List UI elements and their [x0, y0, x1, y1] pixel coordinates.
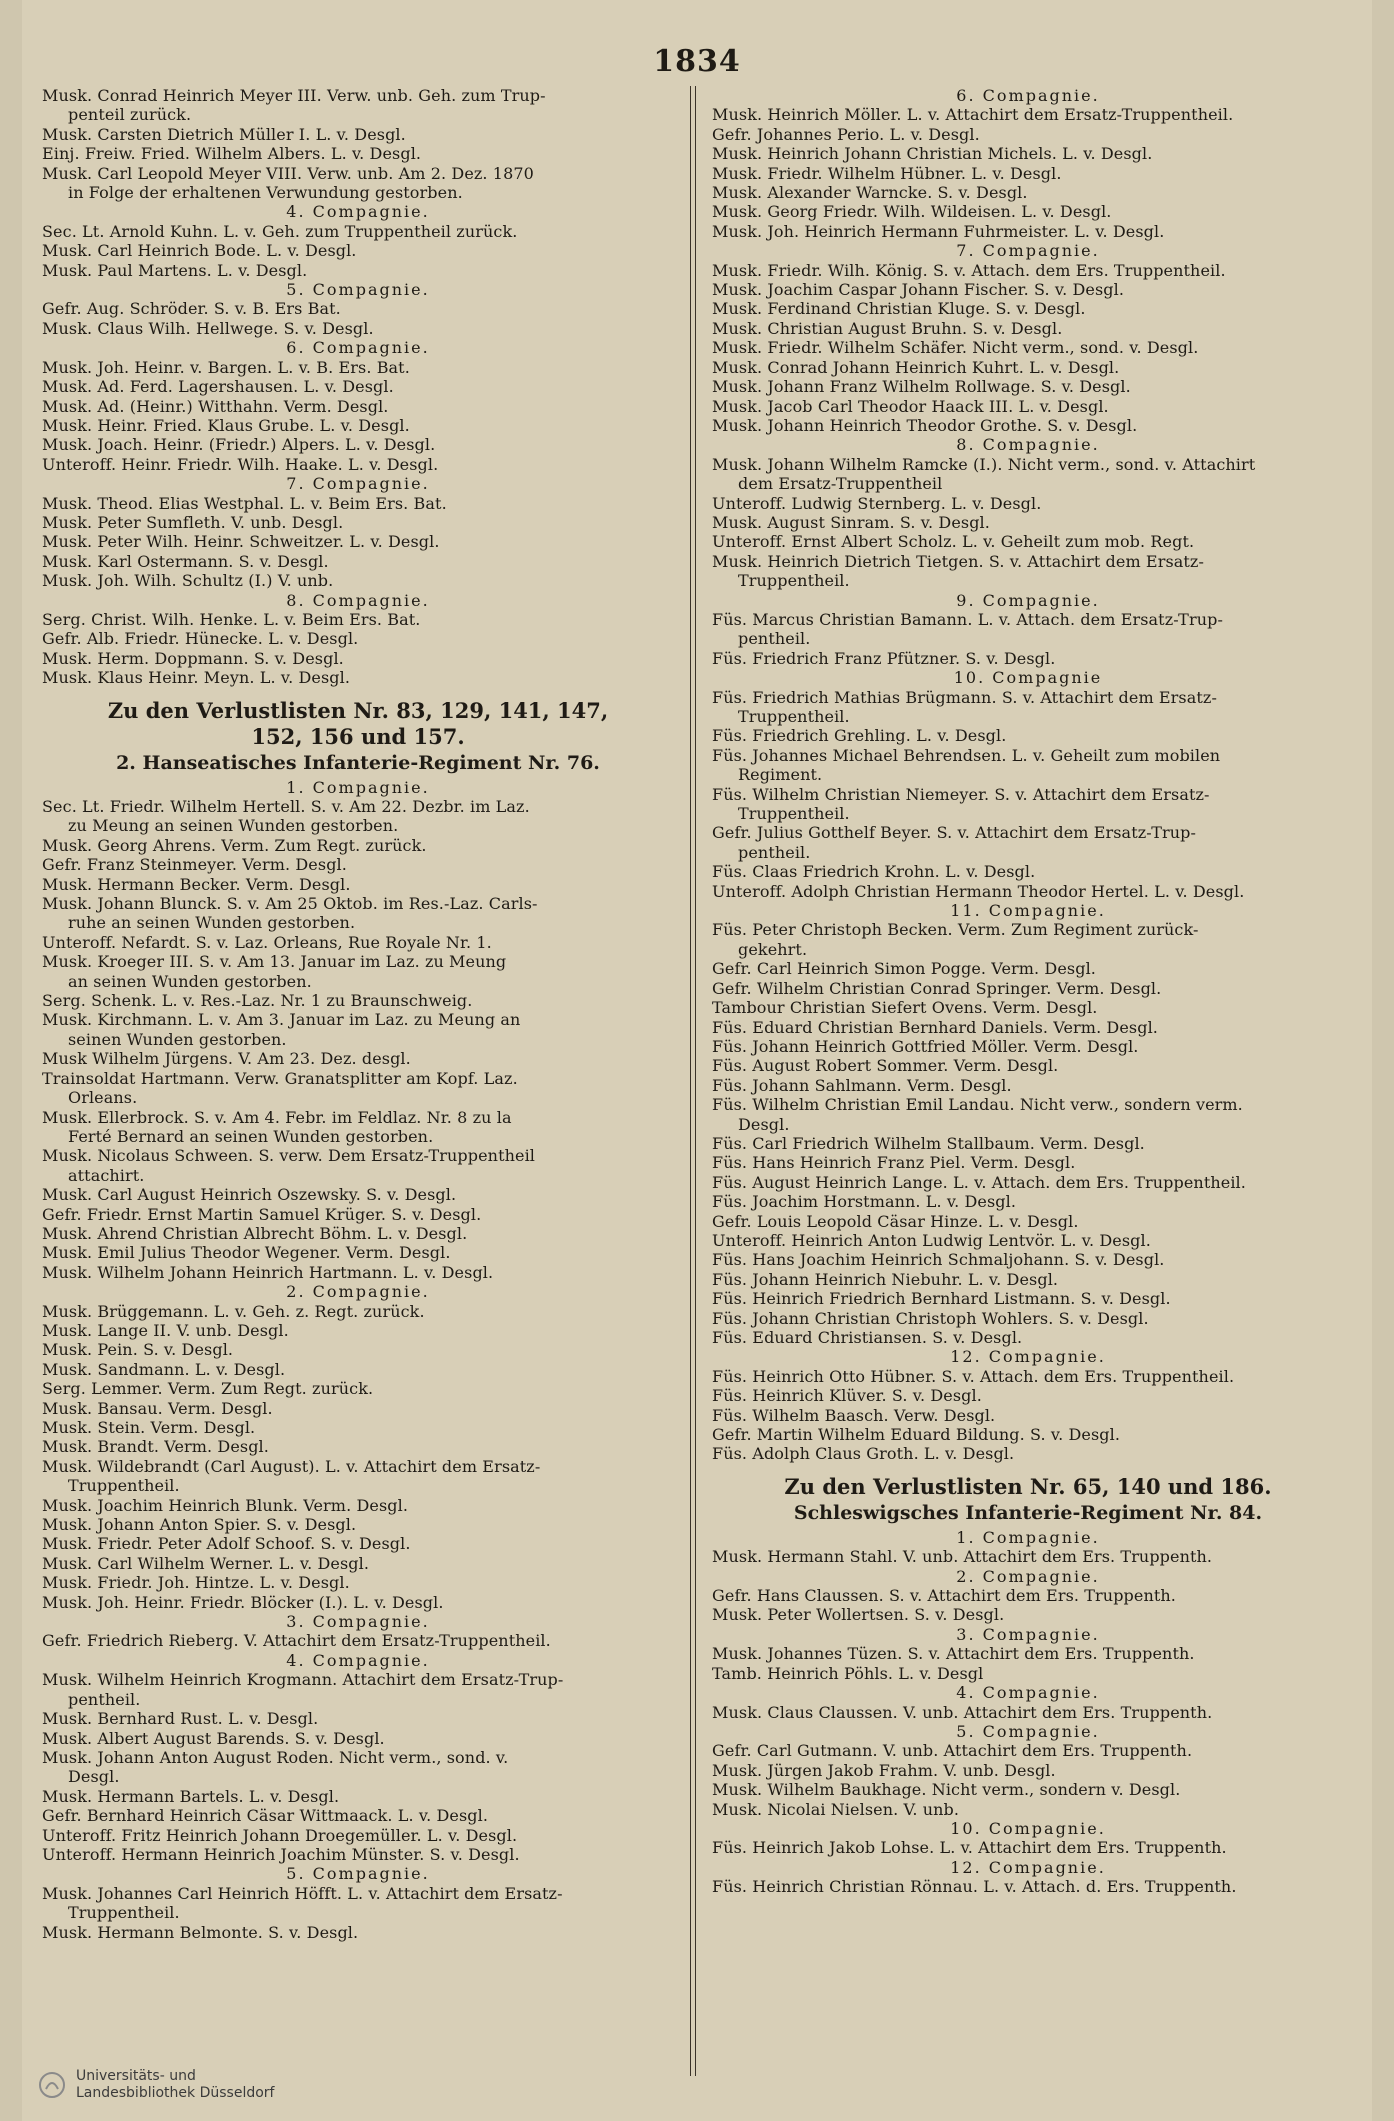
company-heading: 6. Compagnie. [956, 86, 1100, 105]
casualty-entry: Füs. Heinrich Friedrich Bernhard Listmann. S. v. Desgl. [712, 1289, 1171, 1309]
casualty-entry: Musk. August Sinram. S. v. Desgl. [712, 512, 990, 532]
casualty-entry: Musk. Carl Wilhelm Werner. L. v. Desgl. [42, 1553, 370, 1573]
entry-continuation: in Folge der erhaltenen Verwundung gestorben. [68, 183, 463, 203]
casualty-entry: Füs. Hans Heinrich Franz Piel. Verm. Desgl. [712, 1153, 1076, 1173]
casualty-entry: Serg. Schenk. L. v. Res.-Laz. Nr. 1 zu Braunschweig. [42, 991, 473, 1011]
casualty-entry: Musk. Peter Wollertsen. S. v. Desgl. [712, 1605, 1005, 1625]
casualty-entry: Gefr. Hans Claussen. S. v. Attachirt dem Ers. Truppenth. [712, 1586, 1176, 1606]
entry-continuation: pentheil. [738, 629, 811, 649]
casualty-entry: Musk. Joach. Heinr. (Friedr.) Alpers. L. v. Desgl. [42, 435, 436, 455]
casualty-entry: Füs. Johann Heinrich Niebuhr. L. v. Desgl. [712, 1269, 1059, 1289]
casualty-entry: Musk. Carl Heinrich Bode. L. v. Desgl. [42, 241, 357, 261]
entry-continuation: Ferté Bernard an seinen Wunden gestorben. [68, 1126, 434, 1146]
casualty-entry: Musk. Karl Ostermann. S. v. Desgl. [42, 551, 329, 571]
casualty-entry: Musk. Brüggemann. L. v. Geh. z. Regt. zurück. [42, 1301, 425, 1321]
casualty-entry: Musk. Johannes Carl Heinrich Höfft. L. v. Attachirt dem Ersatz- [42, 1883, 563, 1903]
company-heading: 2. Compagnie. [286, 1282, 430, 1302]
casualty-entry: Musk. Conrad Heinrich Meyer III. Verw. unb. Geh. zum Trup- [42, 86, 546, 105]
footer-line-2: Landesbibliothek Düsseldorf [76, 2085, 275, 2101]
left-column [34, 86, 682, 2076]
casualty-entry: Musk. Alexander Warncke. S. v. Desgl. [712, 183, 1028, 203]
casualty-entry: Musk. Herm. Doppmann. S. v. Desgl. [42, 648, 344, 668]
casualty-entry: Unteroff. Nefardt. S. v. Laz. Orleans, Rue Royale Nr. 1. [42, 932, 492, 952]
casualty-entry: Gefr. Carl Gutmann. V. unb. Attachirt dem Ers. Truppenth. [712, 1741, 1193, 1761]
casualty-entry: Füs. Heinrich Otto Hübner. S. v. Attach. dem Ers. Truppentheil. [712, 1366, 1235, 1386]
casualty-entry: Musk. Joachim Caspar Johann Fischer. S. v. Desgl. [712, 280, 1125, 300]
casualty-entry: Unteroff. Hermann Heinrich Joachim Münster. S. v. Desgl. [42, 1844, 520, 1864]
casualty-entry: Musk. Brandt. Verm. Desgl. [42, 1437, 269, 1457]
casualty-entry: Musk. Joh. Heinrich Hermann Fuhrmeister. L. v. Desgl. [712, 221, 1165, 241]
casualty-entry: Füs. Johannes Michael Behrendsen. L. v. Geheilt zum mobilen [712, 745, 1221, 765]
company-heading: 11. Compagnie. [950, 901, 1106, 921]
casualty-entry: Musk. Kirchmann. L. v. Am 3. Januar im Laz. zu Meung an [42, 1010, 521, 1030]
casualty-entry: Füs. Hans Joachim Heinrich Schmaljohann. S. v. Desgl. [712, 1250, 1165, 1270]
casualty-entry: Tambour Christian Siefert Ovens. Verm. Desgl. [712, 998, 1098, 1018]
casualty-entry: Musk. Carl August Heinrich Oszewsky. S. v. Desgl. [42, 1185, 457, 1205]
casualty-entry: Musk. Joh. Heinr. Friedr. Blöcker (I.). L. v. Desgl. [42, 1592, 444, 1612]
casualty-entry: Gefr. Louis Leopold Cäsar Hinze. L. v. Desgl. [712, 1211, 1079, 1231]
company-heading: 4. Compagnie. [286, 1650, 430, 1670]
entry-continuation: attachirt. [68, 1165, 145, 1185]
entry-continuation: pentheil. [68, 1689, 141, 1709]
casualty-entry: Musk. Albert August Barends. S. v. Desgl. [42, 1728, 385, 1748]
entry-continuation: Desgl. [738, 1114, 790, 1134]
casualty-entry: Musk. Conrad Johann Heinrich Kuhrt. L. v. Desgl. [712, 357, 1120, 377]
company-heading: 4. Compagnie. [286, 202, 430, 222]
casualty-entry: Einj. Freiw. Fried. Wilhelm Albers. L. v. Desgl. [42, 144, 422, 164]
entry-continuation: Truppentheil. [68, 1476, 180, 1496]
casualty-entry: Musk. Heinrich Dietrich Tietgen. S. v. Attachirt dem Ersatz- [712, 551, 1204, 571]
casualty-entry: Tamb. Heinrich Pöhls. L. v. Desgl [712, 1663, 984, 1683]
casualty-entry: Musk. Johann Blunck. S. v. Am 25 Oktob. im Res.-Laz. Carls- [42, 894, 538, 914]
casualty-entry: Füs. Wilhelm Christian Emil Landau. Nicht verw., sondern verm. [712, 1095, 1243, 1115]
casualty-entry: Musk. Carsten Dietrich Müller I. L. v. Desgl. [42, 124, 406, 144]
entry-continuation: an seinen Wunden gestorben. [68, 971, 312, 991]
casualty-entry: Gefr. Franz Steinmeyer. Verm. Desgl. [42, 855, 347, 875]
casualty-entry: Musk. Claus Wilh. Hellwege. S. v. Desgl. [42, 318, 374, 338]
casualty-entry: Gefr. Alb. Friedr. Hünecke. L. v. Desgl. [42, 629, 359, 649]
casualty-entry: Musk. Jürgen Jakob Frahm. V. unb. Desgl. [712, 1760, 1056, 1780]
casualty-entry: Gefr. Julius Gotthelf Beyer. S. v. Attachirt dem Ersatz-Trup- [712, 823, 1196, 843]
casualty-entry: Musk. Johann Franz Wilhelm Rollwage. S. v. Desgl. [712, 377, 1131, 397]
company-heading: 9. Compagnie. [956, 590, 1100, 610]
entry-continuation: Truppentheil. [68, 1903, 180, 1923]
casualty-entry: Sec. Lt. Arnold Kuhn. L. v. Geh. zum Truppentheil zurück. [42, 221, 518, 241]
casualty-entry: Füs. Friedrich Mathias Brügmann. S. v. Attachirt dem Ersatz- [712, 687, 1217, 707]
entry-continuation: pentheil. [738, 842, 811, 862]
entry-continuation: Orleans. [68, 1088, 138, 1108]
casualty-entry: Musk. Heinrich Johann Christian Michels. L. v. Desgl. [712, 144, 1153, 164]
columns [34, 86, 1364, 2076]
casualty-entry: Unteroff. Heinr. Friedr. Wilh. Haake. L. v. Desgl. [42, 454, 439, 474]
company-heading: 5. Compagnie. [286, 1864, 430, 1884]
casualty-entry: Gefr. Carl Heinrich Simon Pogge. Verm. Desgl. [712, 959, 1096, 979]
casualty-entry: Musk. Kroeger III. S. v. Am 13. Januar im Laz. zu Meung [42, 952, 507, 972]
casualty-entry: Musk. Friedr. Joh. Hintze. L. v. Desgl. [42, 1573, 350, 1593]
casualty-entry: Gefr. Martin Wilhelm Eduard Bildung. S. v. Desgl. [712, 1425, 1121, 1445]
casualty-entry: Füs. August Robert Sommer. Verm. Desgl. [712, 1056, 1059, 1076]
casualty-entry: Musk. Sandmann. L. v. Desgl. [42, 1359, 286, 1379]
casualty-entry: Füs. Eduard Christiansen. S. v. Desgl. [712, 1328, 1023, 1347]
company-heading: 5. Compagnie. [286, 280, 430, 300]
casualty-entry: Musk. Wilhelm Johann Heinrich Hartmann. L. v. Desgl. [42, 1262, 494, 1282]
casualty-entry: Trainsoldat Hartmann. Verw. Granatsplitter am Kopf. Laz. [42, 1068, 518, 1088]
casualty-entry: Füs. Claas Friedrich Krohn. L. v. Desgl. [712, 862, 1036, 882]
company-heading: 3. Compagnie. [286, 1612, 430, 1632]
casualty-entry: Unteroff. Ludwig Sternberg. L. v. Desgl. [712, 493, 1042, 513]
casualty-entry: Füs. Marcus Christian Bamann. L. v. Attach. dem Ersatz-Trup- [712, 609, 1223, 629]
entry-continuation: Truppentheil. [738, 571, 850, 591]
casualty-entry: Füs. August Heinrich Lange. L. v. Attach. dem Ers. Truppentheil. [712, 1172, 1246, 1192]
casualty-entry: Füs. Wilhelm Christian Niemeyer. S. v. Attachirt dem Ersatz- [712, 784, 1210, 804]
company-heading: 8. Compagnie. [286, 590, 430, 610]
casualty-entry: Musk. Jacob Carl Theodor Haack III. L. v. Desgl. [712, 396, 1109, 416]
casualty-entry: Gefr. Friedr. Ernst Martin Samuel Krüger. S. v. Desgl. [42, 1204, 482, 1224]
casualty-entry: Musk. Ellerbrock. S. v. Am 4. Febr. im Feldlaz. Nr. 8 zu la [42, 1107, 512, 1127]
casualty-entry: Musk. Ad. (Heinr.) Witthahn. Verm. Desgl. [42, 396, 389, 416]
entry-continuation: Truppentheil. [738, 804, 850, 824]
casualty-entry: Musk. Peter Sumfleth. V. unb. Desgl. [42, 512, 344, 532]
casualty-entry: Musk. Heinr. Fried. Klaus Grube. L. v. Desgl. [42, 415, 410, 435]
casualty-entry: Musk. Joachim Heinrich Blunk. Verm. Desgl. [42, 1495, 409, 1515]
casualty-entry: Gefr. Aug. Schröder. S. v. B. Ers Bat. [42, 299, 341, 319]
casualty-entry: Musk. Pein. S. v. Desgl. [42, 1340, 234, 1360]
casualty-entry: Musk. Friedr. Peter Adolf Schoof. S. v. Desgl. [42, 1534, 411, 1554]
casualty-entry: Musk. Klaus Heinr. Meyn. L. v. Desgl. [42, 668, 351, 688]
casualty-entry: Musk. Bansau. Verm. Desgl. [42, 1398, 273, 1418]
section-heading: Zu den Verlustlisten Nr. 65, 140 und 186. [784, 1473, 1272, 1499]
casualty-entry: Füs. Johann Christian Christoph Wohlers. S. v. Desgl. [712, 1308, 1149, 1328]
company-heading: 4. Compagnie. [956, 1683, 1100, 1703]
casualty-entry: Gefr. Johannes Perio. L. v. Desgl. [712, 124, 980, 144]
right-column [704, 86, 1352, 2076]
company-heading: 1. Compagnie. [956, 1527, 1100, 1547]
casualty-entry: Musk. Wildebrandt (Carl August). L. v. Attachirt dem Ersatz- [42, 1456, 541, 1476]
company-heading: 12. Compagnie. [950, 1347, 1106, 1367]
casualty-entry: Musk. Emil Julius Theodor Wegener. Verm. Desgl. [42, 1243, 451, 1263]
regiment-heading: 2. Hanseatisches Infanterie-Regiment Nr. 76. [116, 751, 600, 774]
casualty-entry: Musk. Nicolaus Schween. S. verw. Dem Ersatz-Truppentheil [42, 1146, 536, 1166]
casualty-entry: Musk. Georg Friedr. Wilh. Wildeisen. L. v. Desgl. [712, 202, 1112, 222]
company-heading: 6. Compagnie. [286, 338, 430, 358]
page-number: 1834 [653, 44, 741, 79]
section-heading: Zu den Verlustlisten Nr. 83, 129, 141, 147, [107, 697, 609, 723]
casualty-entry: Musk. Johann Wilhelm Ramcke (I.). Nicht verm., sond. v. Attachirt [712, 454, 1256, 474]
casualty-entry: Füs. Wilhelm Baasch. Verw. Desgl. [712, 1405, 996, 1425]
casualty-entry: Musk. Hermann Bartels. L. v. Desgl. [42, 1786, 340, 1806]
regiment-heading: Schleswigsches Infanterie-Regiment Nr. 84. [793, 1501, 1263, 1524]
casualty-entry: Musk. Ahrend Christian Albrecht Böhm. L. v. Desgl. [42, 1223, 468, 1243]
casualty-entry: Musk. Nicolai Nielsen. V. unb. [712, 1799, 960, 1819]
casualty-entry: Sec. Lt. Friedr. Wilhelm Hertell. S. v. Am 22. Dezbr. im Laz. [42, 797, 530, 816]
newspaper-page [22, 0, 1372, 2121]
entry-continuation: Desgl. [68, 1767, 120, 1787]
casualty-entry: Musk. Hermann Becker. Verm. Desgl. [42, 874, 351, 894]
footer-line-1: Universitäts- und [76, 2068, 196, 2084]
casualty-entry: Gefr. Wilhelm Christian Conrad Springer. Verm. Desgl. [712, 978, 1162, 998]
casualty-entry: Füs. Heinrich Christian Rönnau. L. v. Attach. d. Ers. Truppenth. [712, 1877, 1237, 1897]
casualty-entry: Füs. Adolph Claus Groth. L. v. Desgl. [712, 1444, 1015, 1464]
company-heading: 5. Compagnie. [956, 1721, 1100, 1741]
casualty-entry: Serg. Lemmer. Verm. Zum Regt. zurück. [42, 1379, 374, 1399]
casualty-entry: Füs. Friedrich Franz Pfützner. S. v. Desgl. [712, 648, 1056, 668]
casualty-entry: Musk. Johann Anton Spier. S. v. Desgl. [42, 1515, 357, 1535]
casualty-entry: Musk. Johann Heinrich Theodor Grothe. S. v. Desgl. [712, 415, 1138, 435]
casualty-entry: Füs. Eduard Christian Bernhard Daniels. Verm. Desgl. [712, 1017, 1158, 1037]
casualty-entry: Füs. Johann Sahlmann. Verm. Desgl. [712, 1075, 1012, 1095]
entry-continuation: zu Meung an seinen Wunden gestorben. [68, 816, 399, 836]
casualty-entry: Musk. Theod. Elias Westphal. L. v. Beim Ers. Bat. [42, 493, 447, 513]
casualty-entry: Musk. Friedr. Wilhelm Schäfer. Nicht verm., sond. v. Desgl. [712, 338, 1199, 358]
casualty-entry: Musk. Joh. Wilh. Schultz (I.) V. unb. [42, 571, 334, 591]
casualty-entry: Musk. Stein. Verm. Desgl. [42, 1418, 256, 1437]
casualty-entry: Unteroff. Heinrich Anton Ludwig Lentvör. L. v. Desgl. [712, 1230, 1151, 1250]
library-footer [38, 2068, 274, 2102]
entry-continuation: penteil zurück. [68, 105, 192, 125]
casualty-entry: Füs. Heinrich Klüver. S. v. Desgl. [712, 1386, 982, 1406]
casualty-entry: Musk. Ad. Ferd. Lagershausen. L. v. Desgl. [42, 377, 394, 397]
entry-continuation: Regiment. [738, 765, 823, 785]
casualty-entry: Musk. Lange II. V. unb. Desgl. [42, 1320, 289, 1340]
casualty-entry: Musk. Christian August Bruhn. S. v. Desgl. [712, 318, 1063, 338]
casualty-entry: Musk. Hermann Stahl. V. unb. Attachirt dem Ers. Truppenth. [712, 1547, 1213, 1567]
casualty-entry: Unteroff. Adolph Christian Hermann Theodor Hertel. L. v. Desgl. [712, 881, 1245, 901]
casualty-entry: Musk. Wilhelm Baukhage. Nicht verm., sondern v. Desgl. [712, 1780, 1181, 1800]
casualty-entry: Musk. Johannes Tüzen. S. v. Attachirt dem Ers. Truppenth. [712, 1644, 1195, 1664]
casualty-entry: Unteroff. Fritz Heinrich Johann Droegemüller. L. v. Desgl. [42, 1825, 518, 1845]
company-heading: 7. Compagnie. [286, 474, 430, 494]
casualty-entry: Unteroff. Ernst Albert Scholz. L. v. Geheilt zum mob. Regt. [712, 532, 1195, 552]
casualty-entry: Musk. Carl Leopold Meyer VIII. Verw. unb. Am 2. Dez. 1870 [42, 163, 534, 183]
casualty-entry: Musk. Friedr. Wilh. König. S. v. Attach. dem Ers. Truppentheil. [712, 260, 1226, 280]
entry-continuation: Truppentheil. [738, 707, 850, 726]
casualty-entry: Füs. Heinrich Jakob Lohse. L. v. Attachirt dem Ers. Truppenth. [712, 1838, 1227, 1858]
casualty-entry: Musk Wilhelm Jürgens. V. Am 23. Dez. desgl. [42, 1049, 411, 1069]
company-heading: 10. Compagnie [953, 668, 1103, 688]
casualty-entry: Musk. Paul Martens. L. v. Desgl. [42, 260, 308, 280]
casualty-entry: Gefr. Friedrich Rieberg. V. Attachirt dem Ersatz-Truppentheil. [42, 1631, 551, 1651]
company-heading: 1. Compagnie. [286, 777, 430, 797]
casualty-entry: Gefr. Bernhard Heinrich Cäsar Wittmaack. L. v. Desgl. [42, 1806, 489, 1826]
casualty-entry: Musk. Claus Claussen. V. unb. Attachirt dem Ers. Truppenth. [712, 1702, 1213, 1722]
casualty-entry: Musk. Georg Ahrens. Verm. Zum Regt. zurück. [42, 835, 427, 855]
ulb-logo-icon [38, 2071, 66, 2099]
casualty-entry: Füs. Joachim Horstmann. L. v. Desgl. [712, 1192, 1017, 1212]
entry-continuation: dem Ersatz-Truppentheil [738, 474, 943, 494]
casualty-entry: Musk. Ferdinand Christian Kluge. S. v. Desgl. [712, 299, 1086, 319]
casualty-entry: Musk. Johann Anton August Roden. Nicht verm., sond. v. [42, 1747, 509, 1767]
casualty-entry: Musk. Joh. Heinr. v. Bargen. L. v. B. Ers. Bat. [42, 357, 410, 377]
casualty-entry: Füs. Carl Friedrich Wilhelm Stallbaum. Verm. Desgl. [712, 1133, 1145, 1153]
casualty-entry: Musk. Peter Wilh. Heinr. Schweitzer. L. v. Desgl. [42, 532, 440, 552]
column-rule [690, 86, 696, 2076]
company-heading: 10. Compagnie. [950, 1818, 1106, 1838]
company-heading: 2. Compagnie. [956, 1566, 1100, 1586]
entry-continuation: ruhe an seinen Wunden gestorben. [68, 913, 356, 933]
casualty-entry: Füs. Friedrich Grehling. L. v. Desgl. [712, 726, 1007, 746]
casualty-entry: Musk. Friedr. Wilhelm Hübner. L. v. Desgl. [712, 163, 1062, 183]
casualty-entry: Füs. Peter Christoph Becken. Verm. Zum Regiment zurück- [712, 920, 1199, 940]
company-heading: 7. Compagnie. [956, 241, 1100, 261]
casualty-entry: Musk. Bernhard Rust. L. v. Desgl. [42, 1709, 319, 1729]
company-heading: 3. Compagnie. [956, 1624, 1100, 1644]
casualty-entry: Musk. Hermann Belmonte. S. v. Desgl. [42, 1922, 359, 1942]
casualty-entry: Musk. Wilhelm Heinrich Krogmann. Attachirt dem Ersatz-Trup- [42, 1670, 564, 1690]
entry-continuation: seinen Wunden gestorben. [68, 1029, 287, 1049]
company-heading: 8. Compagnie. [956, 435, 1100, 455]
casualty-entry: Serg. Christ. Wilh. Henke. L. v. Beim Ers. Bat. [42, 609, 421, 629]
company-heading: 12. Compagnie. [950, 1857, 1106, 1877]
entry-continuation: gekehrt. [738, 939, 808, 959]
casualty-entry: Füs. Johann Heinrich Gottfried Möller. Verm. Desgl. [712, 1036, 1139, 1056]
section-heading: 152, 156 und 157. [251, 723, 465, 749]
casualty-entry: Musk. Heinrich Möller. L. v. Attachirt dem Ersatz-Truppentheil. [712, 105, 1234, 125]
